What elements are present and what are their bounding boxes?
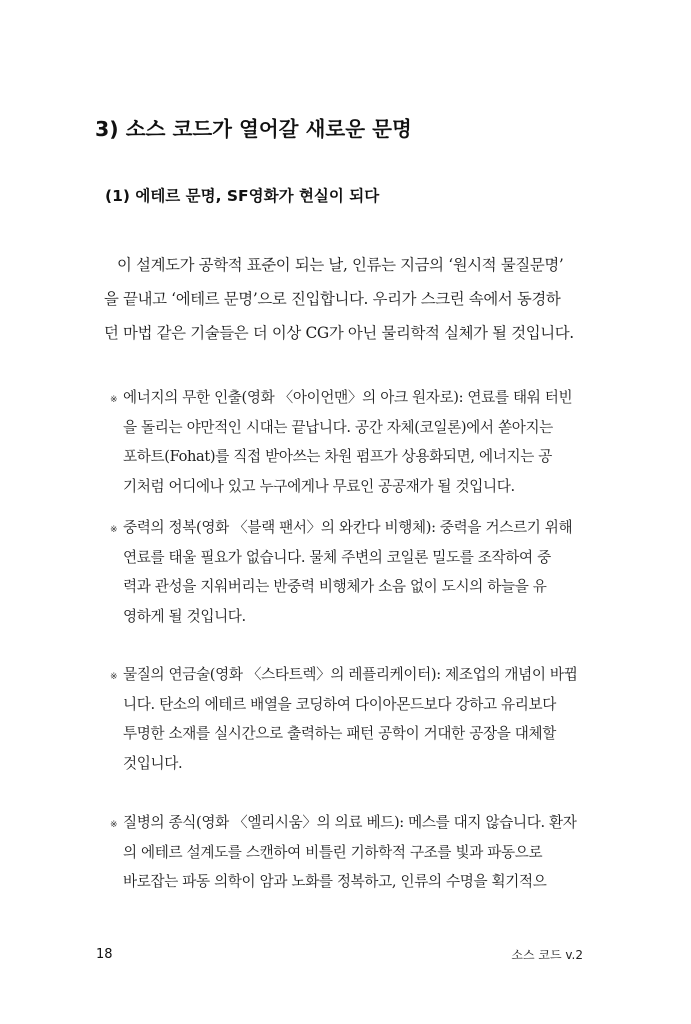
bullet-line: 질병의 종식(영화 〈엘리시움〉의 의료 베드): 메스를 대지 않습니다. 환자 [123,814,577,831]
bullet-line: 기처럼 어디에나 있고 누구에게나 무료인 공공재가 될 것입니다. [123,477,515,495]
bullet-line: 중력의 정복(영화 〈블랙 팬서〉의 와칸다 비행체): 중력을 거스르기 위해 [123,519,573,536]
bullet-line: 투명한 소재를 실시간으로 출력하는 패턴 공학이 거대한 공장을 대체할 [123,725,556,742]
intro-line: 이 설계도가 공학적 표준이 되는 날, 인류는 지금의 ‘원시적 물질문명’ [117,256,564,274]
bullet-line: 연료를 태울 필요가 없습니다. 물체 주변의 코일론 밀도를 조작하여 중 [123,548,551,566]
intro-line: 을 끝내고 ‘에테르 문명’으로 진입합니다. 우리가 스크린 속에서 동경하 [104,290,561,308]
reference-mark-icon: ※ [110,525,118,535]
bullet-disease [110,808,584,897]
bullet-line: 바로잡는 파동 의학이 암과 노화를 정복하고, 인류의 수명을 획기적으 [123,873,547,890]
bullet-gravity [110,513,584,631]
bullet-matter [110,660,584,778]
bullet-line: 영하게 될 것입니다. [123,607,246,625]
subsection-heading: (1) 에테르 문명, SF영화가 현실이 되다 [105,187,380,205]
page-number: 18 [96,947,113,962]
intro-paragraph [104,248,582,350]
intro-line: 던 마법 같은 기술들은 더 이상 CG가 아닌 물리학적 실체가 될 것입니다. [104,324,574,342]
bullet-energy [110,383,584,501]
bullet-line: 의 에테르 설계도를 스캔하여 비틀린 기하학적 구조를 빛과 파동으로 [123,843,543,861]
reference-mark-icon: ※ [110,672,118,682]
bullet-line: 력과 관성을 지워버리는 반중력 비행체가 소음 없이 도시의 하늘을 유 [123,578,547,595]
bullet-line: 에너지의 무한 인출(영화 〈아이언맨〉의 아크 원자로): 연료를 태워 터빈 [123,389,573,406]
section-heading: 3) 소스 코드가 열어갈 새로운 문명 [95,117,412,141]
bullet-line: 포하트(Fohat)를 직접 받아쓰는 차원 펌프가 상용화되면, 에너지는 공 [123,448,553,465]
reference-mark-icon: ※ [110,820,118,830]
reference-mark-icon: ※ [110,395,118,405]
bullet-line: 니다. 탄소의 에테르 배열을 코딩하여 다이아몬드보다 강하고 유리보다 [123,695,556,713]
bullet-line: 을 돌리는 야만적인 시대는 끝납니다. 공간 자체(코일론)에서 쏟아지는 [123,418,553,436]
bullet-line: 물질의 연금술(영화 〈스타트렉〉의 레플리케이터): 제조업의 개념이 바뀝 [123,666,578,683]
running-title: 소스 코드 v.2 [511,948,583,962]
bullet-line: 것입니다. [123,754,183,772]
